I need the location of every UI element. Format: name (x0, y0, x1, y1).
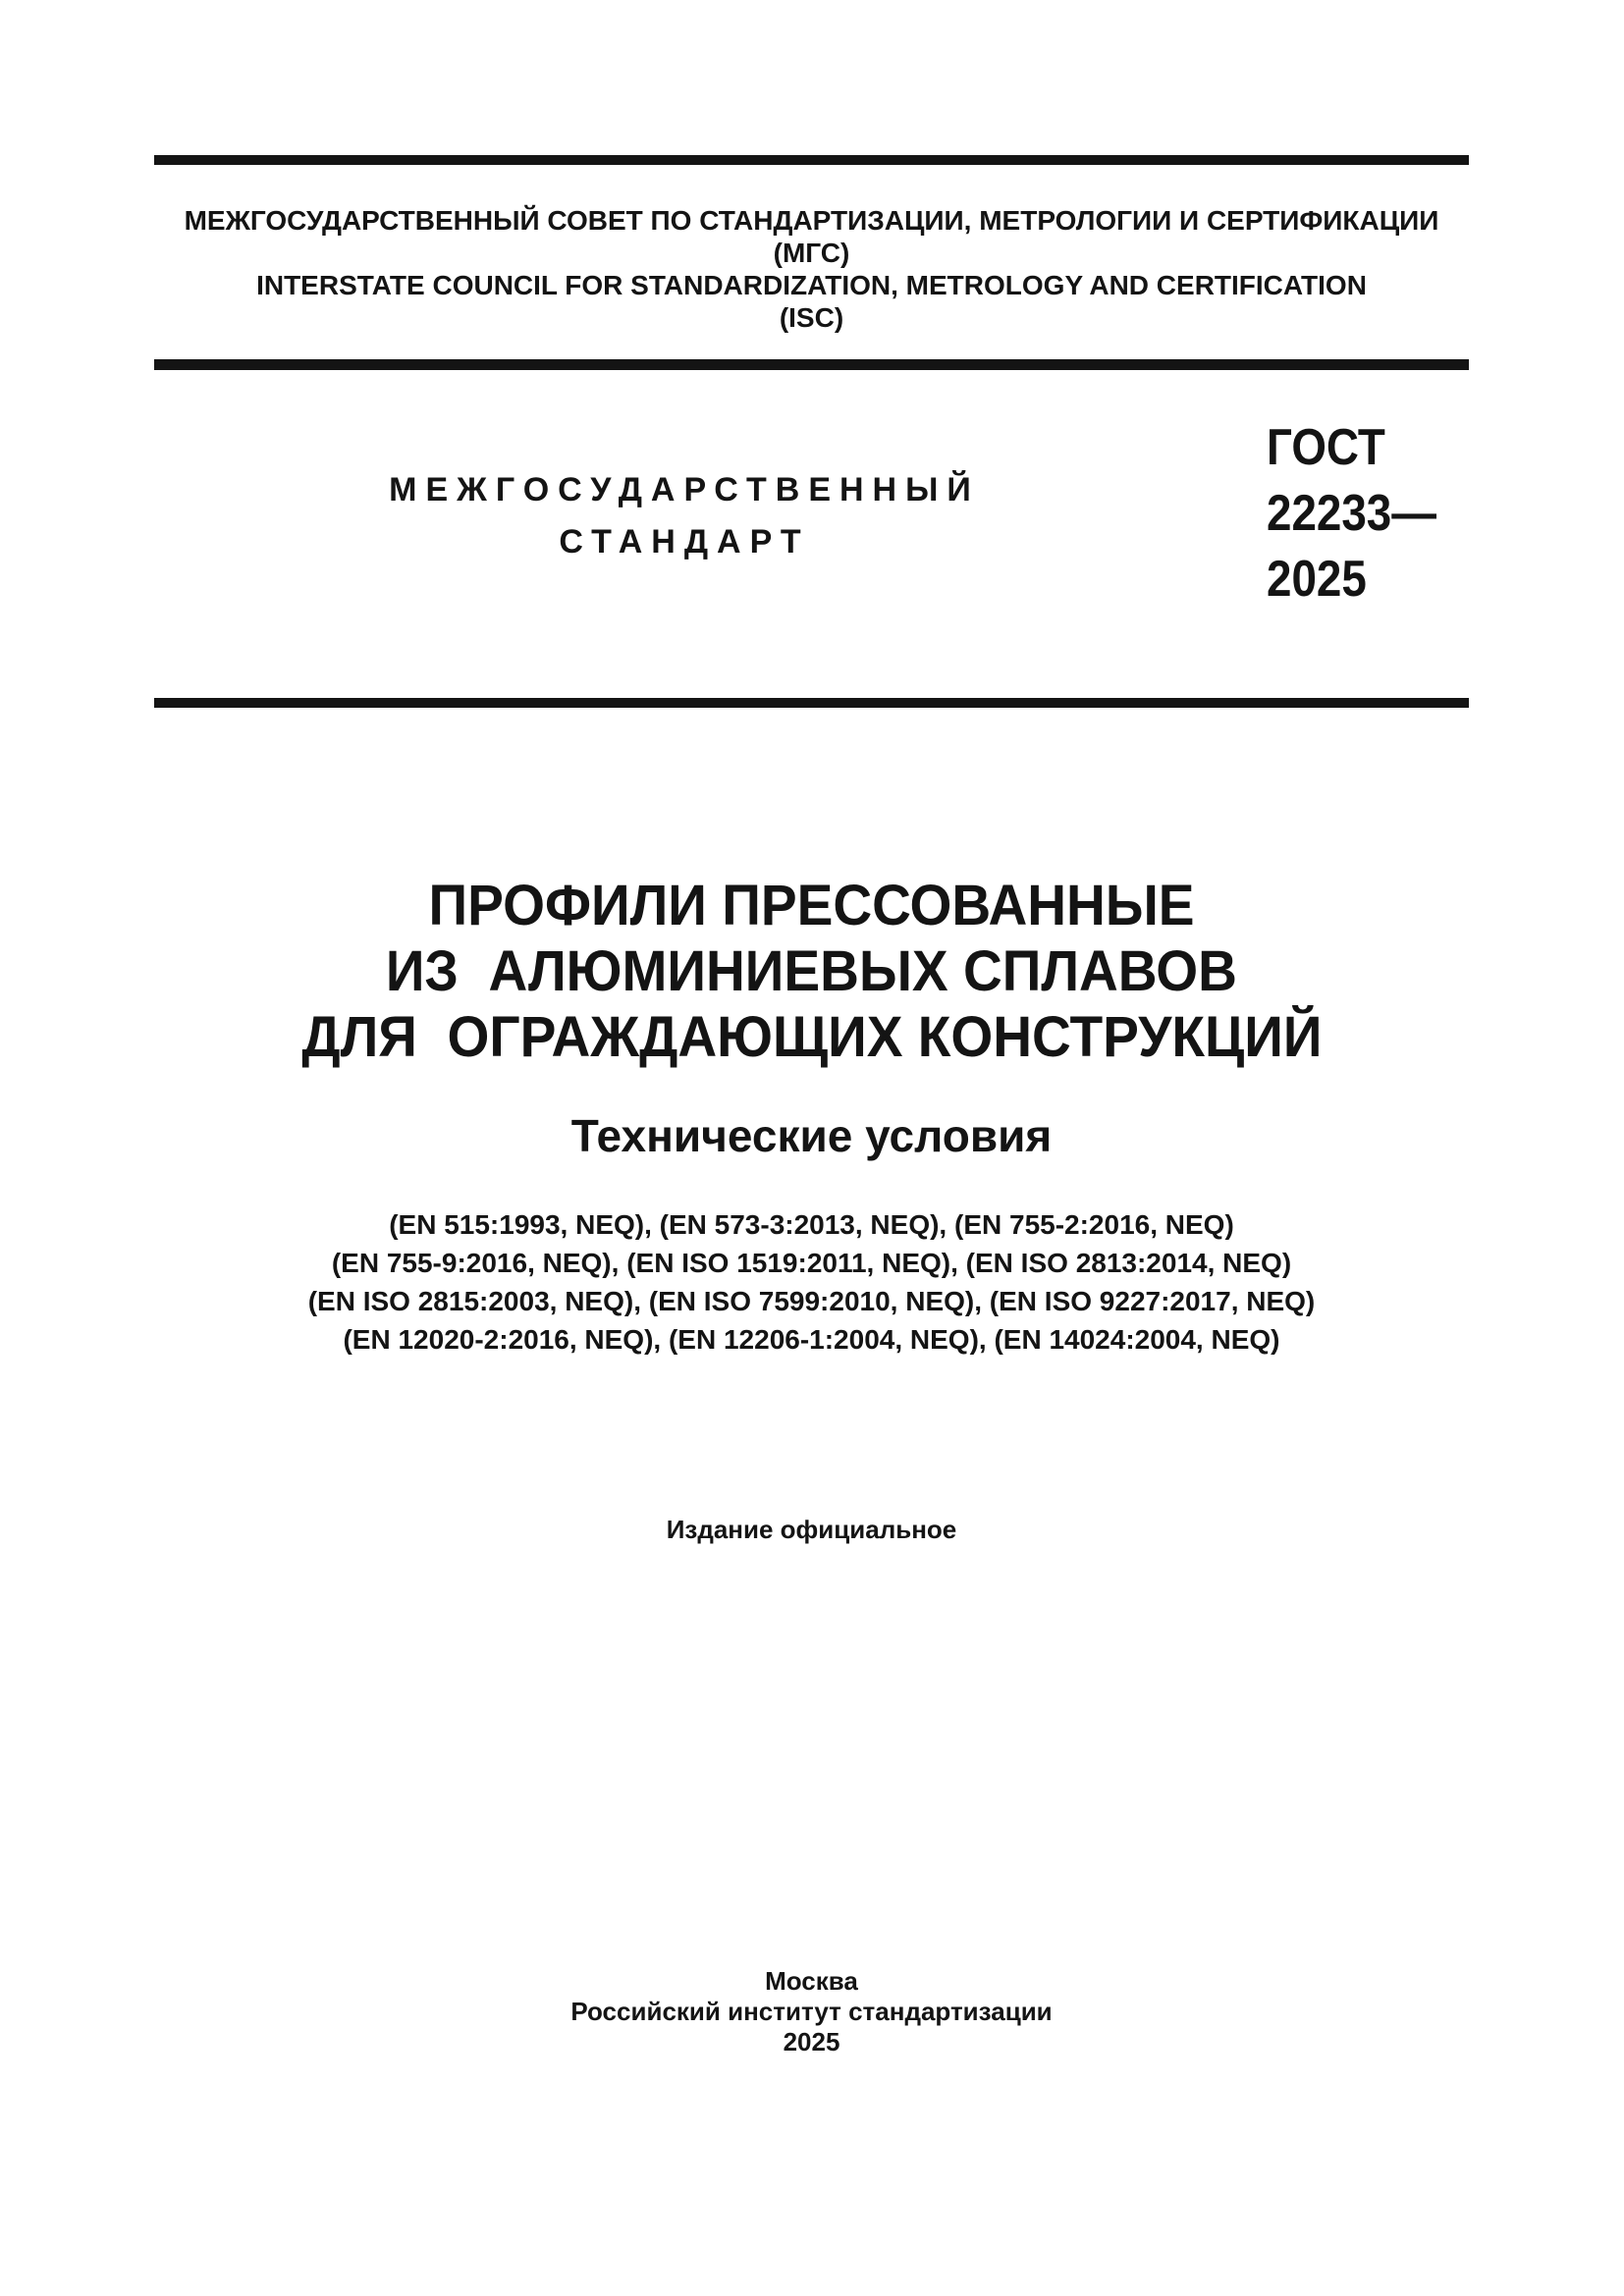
org-abbr-en: (ISC) (779, 302, 844, 333)
standard-type-line1: МЕЖГОСУДАРСТВЕННЫЙ (389, 471, 980, 508)
org-name-en: INTERSTATE COUNCIL FOR STANDARDIZATION, METROLOGY AND CERTIFICATION (256, 270, 1367, 300)
gost-year: 2025 (1267, 551, 1367, 608)
imprint-publisher: Российский институт стандартизации (570, 1997, 1053, 2026)
gost-word: ГОСТ (1267, 419, 1385, 476)
title-line-2: ИЗ АЛЮМИНИЕВЫХ СПЛАВОВ (385, 939, 1238, 1003)
imprint (154, 1966, 1469, 2057)
org-name-ru: МЕЖГОСУДАРСТВЕННЫЙ СОВЕТ ПО СТАНДАРТИЗАЦИИ, МЕТРОЛОГИИ И СЕРТИФИКАЦИИ (184, 205, 1439, 236)
org-council-header (154, 204, 1469, 334)
reference-line: (EN 755-9:2016, NEQ), (EN ISO 1519:2011, NEQ), (EN ISO 2813:2014, NEQ) (331, 1248, 1292, 1278)
reference-line: (EN 12020-2:2016, NEQ), (EN 12206-1:2004, NEQ), (EN 14024:2004, NEQ) (343, 1324, 1280, 1355)
lower-rule (154, 698, 1469, 708)
middle-rule (154, 359, 1469, 370)
reference-line: (EN 515:1993, NEQ), (EN 573-3:2013, NEQ), (EN 755-2:2016, NEQ) (389, 1209, 1234, 1240)
standard-type-line2: СТАНДАРТ (559, 523, 810, 561)
title-line-3: ДЛЯ ОГРАЖДАЮЩИХ КОНСТРУКЦИЙ (300, 1005, 1323, 1069)
en-references (154, 1205, 1469, 1359)
reference-line: (EN ISO 2815:2003, NEQ), (EN ISO 7599:2010, NEQ), (EN ISO 9227:2017, NEQ) (307, 1286, 1316, 1316)
standard-type-label (154, 464, 1215, 568)
gost-number: 22233— (1267, 485, 1437, 542)
edition-note: Издание официальное (666, 1515, 957, 1544)
top-rule (154, 155, 1469, 165)
org-abbr-ru: (МГС) (773, 238, 850, 268)
document-subtitle: Технические условия (570, 1110, 1053, 1161)
standard-designation (1267, 415, 1492, 613)
title-line-1: ПРОФИЛИ ПРЕССОВАННЫЕ (428, 874, 1195, 937)
imprint-city: Москва (765, 1966, 858, 1996)
document-title (154, 873, 1469, 1070)
imprint-year: 2025 (783, 2027, 840, 2056)
